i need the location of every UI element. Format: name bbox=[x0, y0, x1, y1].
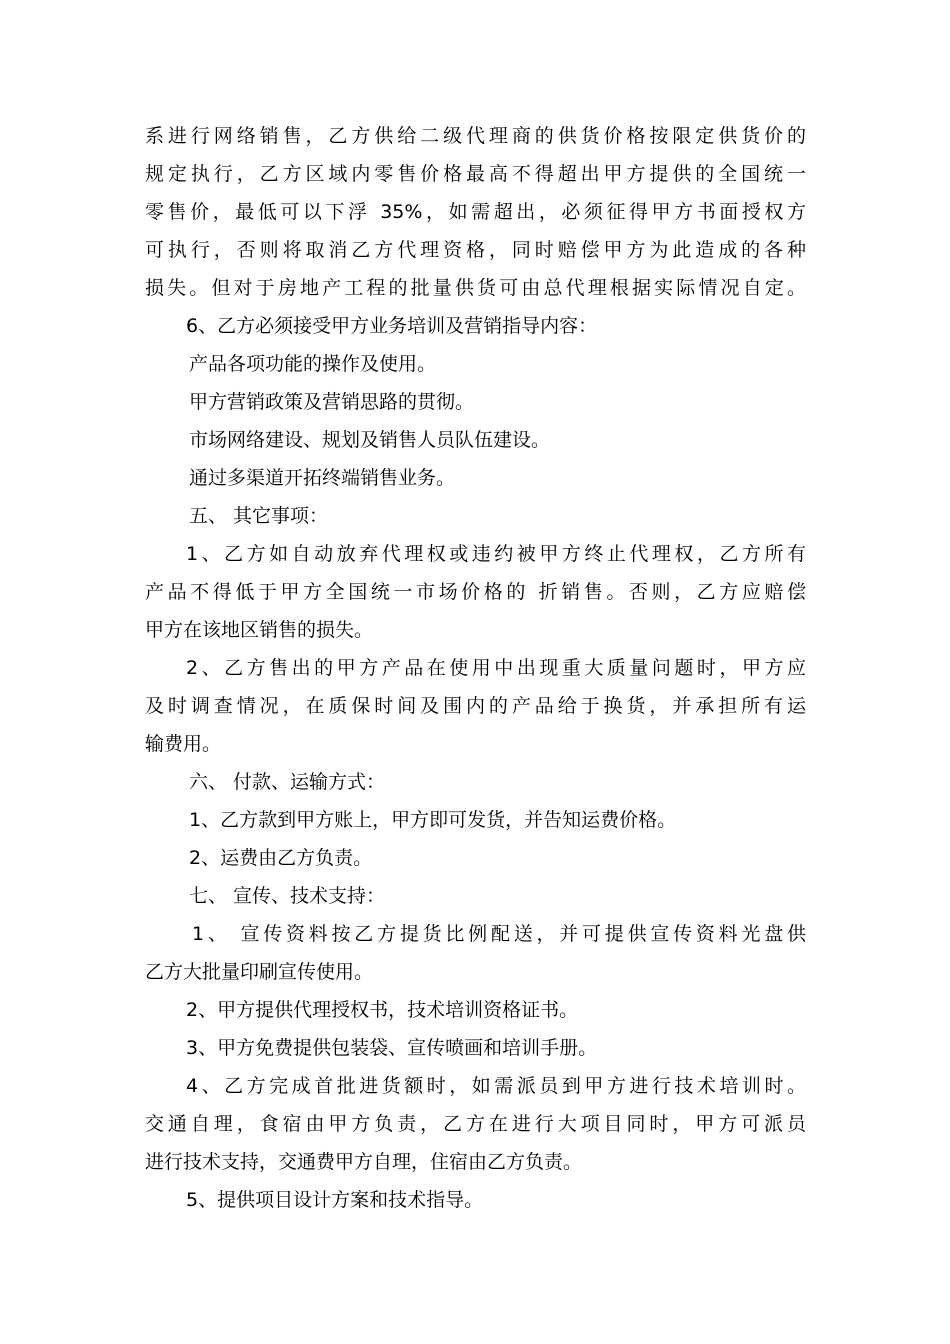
list-item: 市场网络建设、规划及销售人员队伍建设。 bbox=[189, 429, 551, 451]
paragraph-line: 2、甲方提供代理授权书，技术培训资格证书。 bbox=[186, 999, 579, 1021]
section-heading: 七、 宣传、技术支持： bbox=[189, 885, 386, 907]
text-line: 系进行网络销售，乙方供给二级代理商的供货价格按限定供货价的 bbox=[145, 125, 806, 147]
paragraph-line: 甲方在该地区销售的损失。 bbox=[145, 619, 374, 641]
section-heading: 六、 付款、运输方式： bbox=[189, 771, 386, 793]
text-line: 零售价，最低可以下浮 35%，如需超出，必须征得甲方书面授权方 bbox=[145, 201, 806, 223]
text-line: 损失。但对于房地产工程的批量供货可由总代理根据实际情况自定。 bbox=[145, 277, 806, 299]
paragraph-line: 2、运费由乙方负责。 bbox=[189, 847, 373, 869]
paragraph-line: 2、乙方售出的甲方产品在使用中出现重大质量问题时，甲方应 bbox=[186, 657, 806, 679]
list-item: 产品各项功能的操作及使用。 bbox=[189, 353, 437, 375]
paragraph-line: 产品不得低于甲方全国统一市场价格的 折销售。否则，乙方应赔偿 bbox=[145, 581, 806, 603]
text-line: 规定执行，乙方区域内零售价格最高不得超出甲方提供的全国统一 bbox=[145, 163, 806, 185]
paragraph-line: 4、乙方完成首批进货额时，如需派员到甲方进行技术培训时。 bbox=[186, 1075, 806, 1097]
paragraph-line: 乙方大批量印刷宣传使用。 bbox=[145, 961, 374, 983]
list-item: 甲方营销政策及营销思路的贯彻。 bbox=[189, 391, 475, 413]
paragraph-line: 5、提供项目设计方案和技术指导。 bbox=[186, 1189, 484, 1211]
paragraph-line: 1、乙方如自动放弃代理权或违约被甲方终止代理权，乙方所有 bbox=[186, 543, 806, 565]
paragraph-line: 3、甲方免费提供包装袋、宣传喷画和培训手册。 bbox=[186, 1037, 598, 1059]
paragraph-line: 交通自理，食宿由甲方负责，乙方在进行大项目同时，甲方可派员 bbox=[145, 1113, 806, 1135]
paragraph-line: 1、乙方款到甲方账上，甲方即可发货，并告知运费价格。 bbox=[189, 809, 677, 831]
section-heading: 五、 其它事项： bbox=[189, 505, 329, 527]
paragraph-line: 输费用。 bbox=[145, 733, 222, 755]
list-item-heading: 6、乙方必须接受甲方业务培训及营销指导内容： bbox=[186, 315, 598, 337]
list-item: 通过多渠道开拓终端销售业务。 bbox=[189, 467, 456, 489]
paragraph-line: 进行技术支持，交通费甲方自理，住宿由乙方负责。 bbox=[145, 1151, 583, 1173]
text-line: 可执行，否则将取消乙方代理资格，同时赔偿甲方为此造成的各种 bbox=[145, 239, 806, 261]
paragraph-line: 1、 宣传资料按乙方提货比例配送，并可提供宣传资料光盘供 bbox=[192, 923, 806, 945]
paragraph-line: 及时调查情况，在质保时间及围内的产品给于换货，并承担所有运 bbox=[145, 695, 806, 717]
